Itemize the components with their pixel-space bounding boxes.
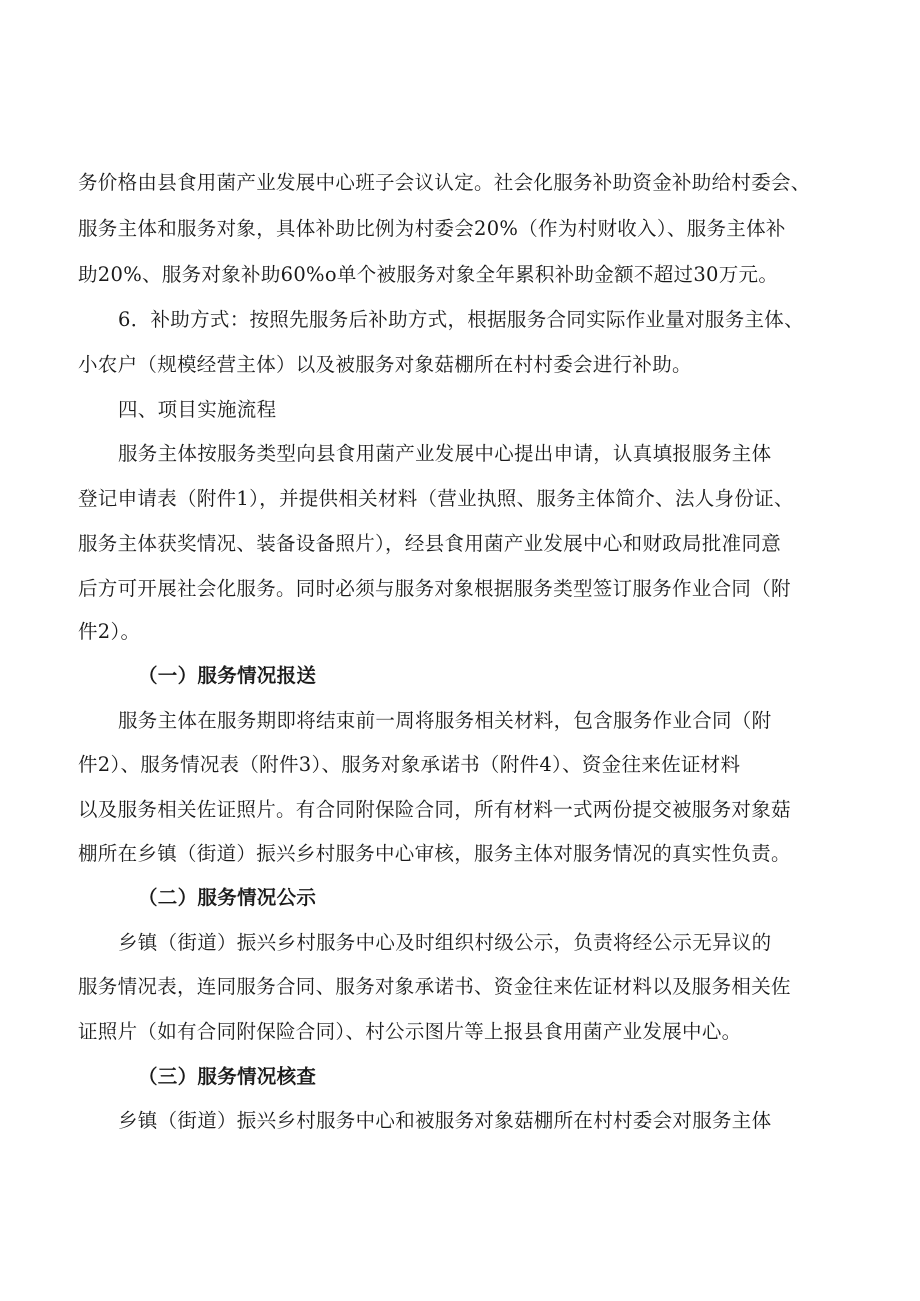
paragraph-line: 乡镇（街道）振兴乡村服务中心及时组织村级公示，负责将经公示无异议的: [118, 931, 772, 954]
paragraph-line: 证照片（如有合同附保险合同）、村公示图片等上报县食用菌产业发展中心。: [78, 1020, 742, 1043]
paragraph-line: 服务主体和服务对象，具体补助比例为村委会20%（作为村财收入）、服务主体补: [78, 217, 786, 240]
paragraph-line: 登记申请表（附件1），并提供相关材料（营业执照、服务主体简介、法人身份证、: [78, 487, 794, 510]
paragraph-line: 服务主体获奖情况、装备设备照片），经县食用菌产业发展中心和财政局批准同意: [78, 532, 782, 555]
paragraph-line: 服务情况表，连同服务合同、服务对象承诺书、资金往来佐证材料以及服务相关佐: [78, 975, 791, 998]
paragraph-line: 小农户（规模经营主体）以及被服务对象菇棚所在村村委会进行补助。: [78, 353, 692, 376]
paragraph-line: 乡镇（街道）振兴乡村服务中心和被服务对象菇棚所在村村委会对服务主体: [118, 1109, 772, 1132]
subsection-heading: （一）服务情况报送: [138, 664, 317, 687]
subsection-heading: （三）服务情况核查: [138, 1065, 317, 1088]
paragraph-line: 助20%、服务对象补助60%o单个被服务对象全年累积补助金额不超过30万元。: [78, 263, 779, 286]
subsection-heading: （二）服务情况公示: [138, 886, 317, 909]
paragraph-line: 件2）。: [78, 620, 141, 643]
paragraph-line: 6．补助方式：按照先服务后补助方式，根据服务合同实际作业量对服务主体、: [118, 308, 804, 331]
paragraph-line: 服务主体在服务期即将结束前一周将服务相关材料，包含服务作业合同（附: [118, 709, 772, 732]
section-heading: 四、项目实施流程: [118, 398, 277, 421]
paragraph-line: 件2）、服务情况表（附件3）、服务对象承诺书（附件4）、资金往来佐证材料: [78, 753, 741, 776]
paragraph-line: 务价格由县食用菌产业发展中心班子会议认定。社会化服务补助资金补助给村委会、: [78, 171, 811, 194]
paragraph-line: 服务主体按服务类型向县食用菌产业发展中心提出申请，认真填报服务主体: [118, 442, 772, 465]
paragraph-line: 后方可开展社会化服务。同时必须与服务对象根据服务类型签订服务作业合同（附: [78, 577, 791, 600]
paragraph-line: 以及服务相关佐证照片。有合同附保险合同，所有材料一式两份提交被服务对象菇: [78, 798, 791, 821]
paragraph-line: 棚所在乡镇（街道）振兴乡村服务中心审核，服务主体对服务情况的真实性负责。: [78, 842, 791, 865]
